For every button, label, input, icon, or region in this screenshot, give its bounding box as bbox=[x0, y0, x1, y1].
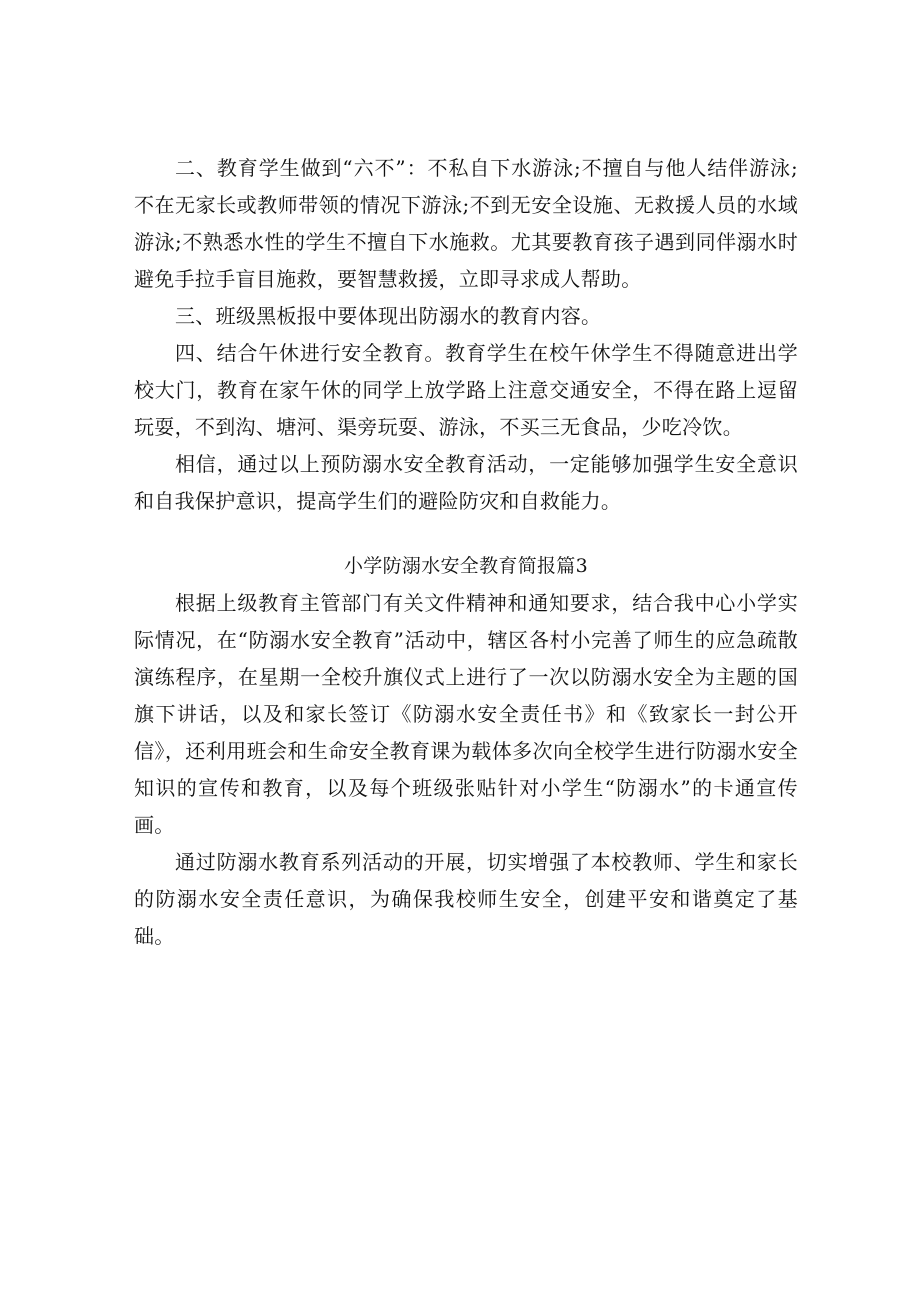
paragraph-six-rules: 二、教育学生做到“六不”：不私自下水游泳;不擅自与他人结伴游泳;不在无家长或教师带领的情况下游泳;不到无安全设施、无救援人员的水域游泳;不熟悉水性的学生不擅自下水施救。尤其要教育孩子遇到同伴溺水时避免手拉手盲目施救，要智慧救援，立即寻求成人帮助。 bbox=[134, 156, 798, 291]
section-spacer bbox=[134, 520, 798, 548]
paragraph-activities: 根据上级教育主管部门有关文件精神和通知要求，结合我中心小学实际情况，在“防溺水安全教育”活动中，辖区各村小完善了师生的应急疏散演练程序，在星期一全校升旗仪式上进行了一次以防溺水安全为主题的国旗下讲话，以及和家长签订《防溺水安全责任书》和《致家长一封公开信》，还利用班会和生命安全教育课为载体多次向全校学生进行防溺水安全知识的宣传和教育，以及每个班级张贴针对小学生“防溺水”的卡通宣传画。 bbox=[134, 591, 798, 837]
paragraph-conclusion: 相信，通过以上预防溺水安全教育活动，一定能够加强学生安全意识和自我保护意识，提高学生们的避险防灾和自救能力。 bbox=[134, 452, 798, 513]
paragraph-blackboard: 三、班级黑板报中要体现出防溺水的教育内容。 bbox=[175, 304, 602, 328]
document-body bbox=[134, 150, 798, 955]
paragraph-noon-break: 四、结合午休进行安全教育。教育学生在校午休学生不得随意进出学校大门，教育在家午休的同学上放学路上注意交通安全，不得在路上逗留玩耍，不到沟、塘河、渠旁玩耍、游泳，不买三无食品，少吃冷饮。 bbox=[134, 341, 798, 439]
paragraph-outcome: 通过防溺水教育系列活动的开展，切实增强了本校教师、学生和家长的防溺水安全责任意识，为确保我校师生安全，创建平安和谐奠定了基础。 bbox=[134, 850, 798, 948]
section-title: 小学防溺水安全教育简报篇3 bbox=[344, 555, 588, 577]
